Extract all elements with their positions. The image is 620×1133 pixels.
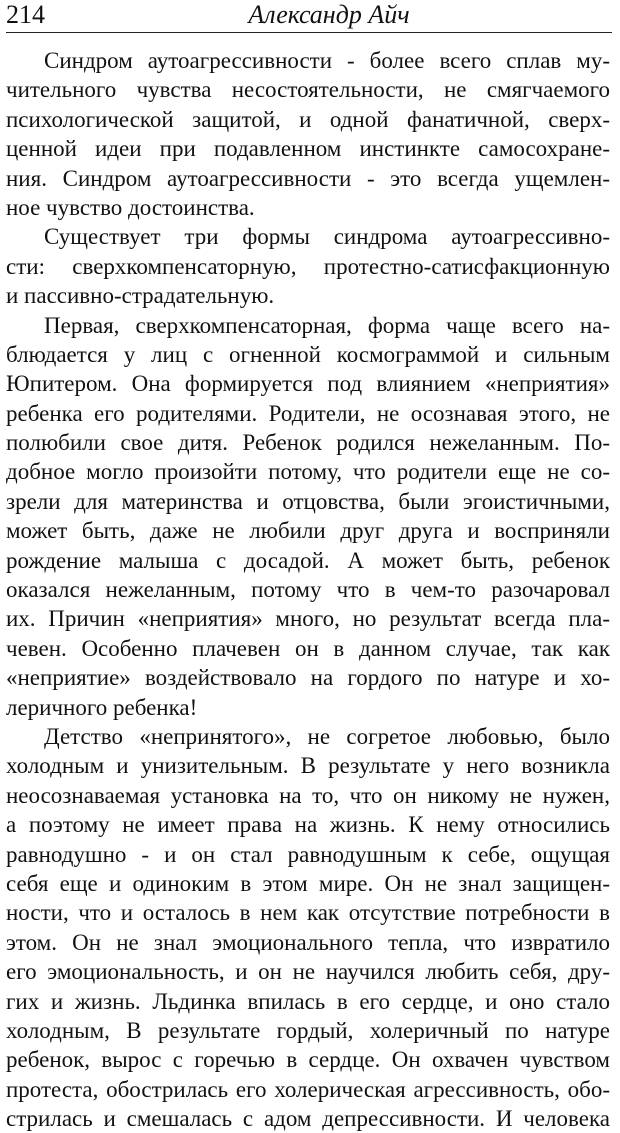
text-line: рождение малыша с досадой. А может быть, ребенок (6, 547, 610, 573)
text-line: гих и жизнь. Льдинка впилась в его сердце, и оно стало (6, 988, 610, 1014)
text-line: неосознаваемая установка на то, что он никому не нужен, (6, 782, 610, 808)
paragraph (6, 222, 610, 310)
text-line: равнодушно - и он стал равнодушным к себе, ощущая (6, 841, 610, 867)
page-number: 214 (6, 0, 45, 29)
text-line: ности, что и осталось в нем как отсутствие потребности в (6, 900, 610, 926)
text-line: Юпитером. Она формируется под влиянием «неприятия» (6, 371, 610, 397)
text-line: ния. Синдром аутоагрессивности - это всегда ущемлен- (6, 165, 610, 191)
text-line: чительного чувства несостоятельности, не смягчаемого (6, 77, 610, 103)
text-line: Детство «непринятого», не согретое любовью, было (44, 723, 610, 749)
paragraph (6, 46, 610, 222)
text-line: ребенка его родителями. Родители, не осознавая этого, не (6, 400, 610, 426)
text-line: сти: сверхкомпенсаторную, протестно-сатисфакционную (6, 253, 610, 279)
text-line: леричного ребенка! (6, 694, 198, 720)
text-line: добное могло произойти потому, что родители еще не со- (6, 459, 610, 485)
text-line: блюдается у лиц с огненной космограммой и сильным (6, 341, 610, 367)
text-line: стрилась и смешалась с адом депрессивности. И человека (6, 1106, 610, 1132)
text-line: ценной идеи при подавленном инстинкте самосохране- (6, 136, 610, 162)
text-line: может быть, даже не любили друг друга и восприняли (6, 518, 610, 544)
running-header (6, 0, 612, 33)
text-line: его эмоциональность, и он не научился любить себя, дру- (6, 959, 610, 985)
running-title: Александр Айч (248, 0, 410, 29)
text-line: Существует три формы синдрома аутоагрессивно- (44, 224, 610, 250)
text-line: их. Причин «неприятия» много, но результат всегда пла- (6, 606, 610, 632)
paragraph (6, 311, 610, 722)
text-line: себя еще и одиноким в этом мире. Он не знал защищен- (6, 870, 610, 896)
text-line: протеста, обострилась его холерическая агрессивность, обо- (6, 1076, 610, 1102)
text-line: полюбили свое дитя. Ребенок родился нежеланным. По- (6, 430, 610, 456)
text-line: этом. Он не знал эмоционального тепла, что извратило (6, 929, 610, 955)
text-line: ное чувство достоинства. (6, 194, 255, 220)
text-line: «неприятие» воздействовало на гордого по натуре и хо- (6, 665, 610, 691)
text-line: а поэтому не имеет права на жизнь. К нему относились (6, 812, 610, 838)
body-text (6, 46, 610, 1133)
text-line: Первая, сверхкомпенсаторная, форма чаще всего на- (44, 312, 610, 338)
text-line: чевен. Особенно плачевен он в данном случае, так как (6, 635, 610, 661)
text-line: ребенок, вырос с горечью в сердце. Он охвачен чувством (6, 1047, 610, 1073)
text-line: психологической защитой, и одной фанатичной, сверх- (6, 106, 610, 132)
text-line: оказался нежеланным, потому что в чем-то разочаровал (6, 577, 610, 603)
paragraph (6, 722, 610, 1133)
text-line: зрели для материнства и отцовства, были эгоистичными, (6, 488, 610, 514)
text-line: Синдром аутоагрессивности - более всего сплав му- (44, 48, 610, 73)
text-line: и пассивно-страдательную. (6, 283, 275, 309)
text-line: холодным, В результате гордый, холеричный по натуре (6, 1017, 610, 1043)
text-line: холодным и унизительным. В результате у него возникла (6, 753, 610, 779)
